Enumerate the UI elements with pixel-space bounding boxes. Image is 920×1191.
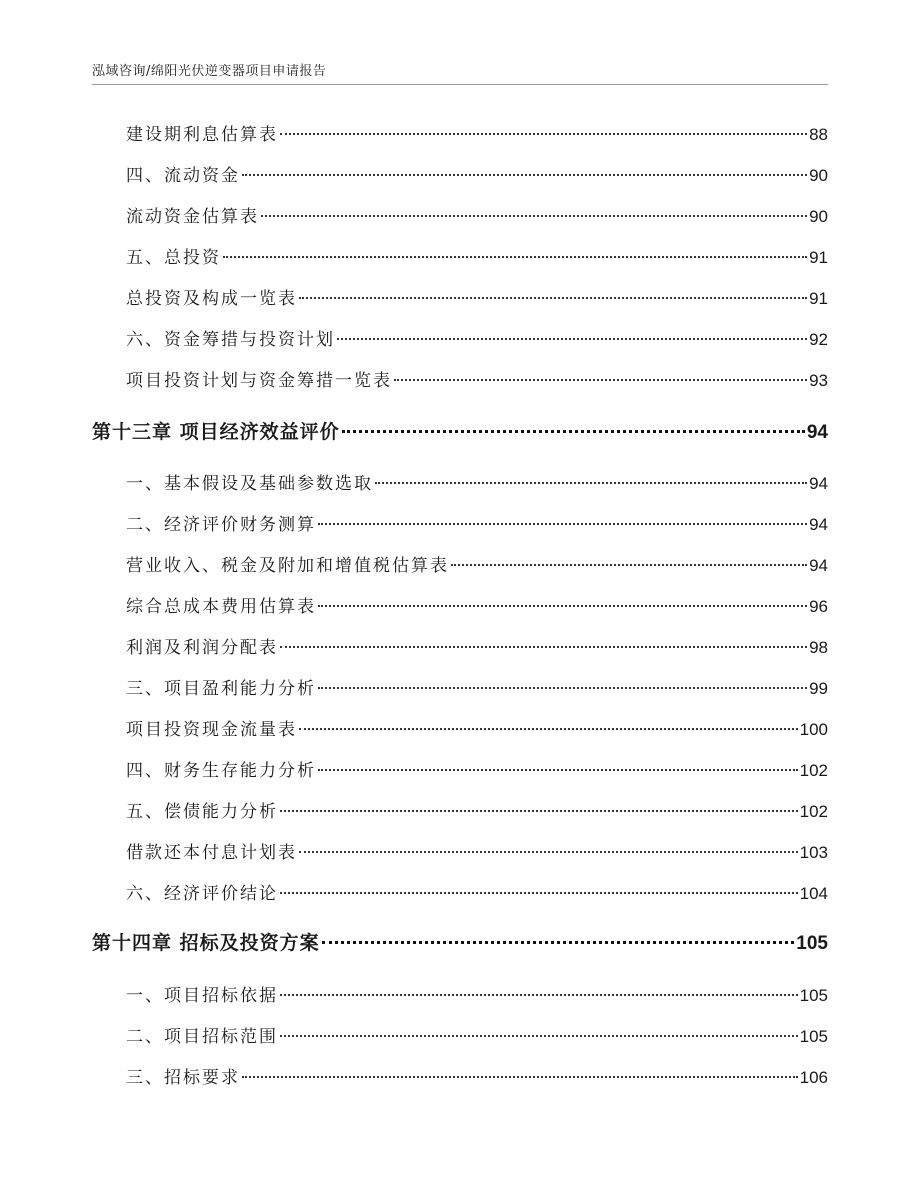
dot-leader [318, 769, 798, 771]
toc-chapter-page: 105 [796, 933, 828, 954]
dot-leader [299, 297, 807, 299]
dot-leader [280, 810, 798, 812]
toc-entry-label: 综合总成本费用估算表 [126, 597, 316, 617]
toc-entry-page: 91 [809, 248, 828, 267]
toc-entry[interactable] [126, 882, 828, 906]
dot-leader [337, 338, 807, 340]
toc-entry-label: 项目投资计划与资金筹措一览表 [126, 371, 392, 391]
toc-entry[interactable] [126, 677, 828, 701]
dot-leader [280, 1035, 798, 1037]
toc-entry-page: 88 [809, 125, 828, 144]
toc-entry[interactable] [126, 123, 828, 147]
toc-entry[interactable] [126, 759, 828, 783]
toc-chapter-label: 第十三章 项目经济效益评价 [92, 421, 340, 443]
toc-entry[interactable] [126, 841, 828, 865]
running-header: 泓域咨询/绵阳光伏逆变器项目申请报告 [92, 64, 327, 79]
toc-entry-label: 总投资及构成一览表 [126, 289, 297, 309]
dot-leader [242, 1076, 798, 1078]
dot-leader [451, 564, 807, 566]
toc-entry-page: 105 [799, 1027, 828, 1046]
toc-chapter-entry[interactable] [92, 930, 828, 957]
dot-leader [394, 379, 807, 381]
toc-entry-page: 91 [809, 289, 828, 308]
toc-entry-page: 94 [809, 474, 828, 493]
toc-entry-label: 五、总投资 [126, 248, 221, 268]
toc-entry-page: 104 [799, 884, 828, 903]
toc-entry[interactable] [126, 595, 828, 619]
toc-entry-page: 93 [809, 371, 828, 390]
toc-entry-label: 建设期利息估算表 [126, 125, 278, 145]
dot-leader [299, 728, 798, 730]
toc-entry-page: 102 [799, 802, 828, 821]
dot-leader [299, 851, 798, 853]
toc-entry-label: 流动资金估算表 [126, 207, 259, 227]
toc-chapter-page: 94 [806, 422, 828, 443]
toc-entry-label: 六、经济评价结论 [126, 884, 278, 904]
toc-entry-page: 90 [809, 166, 828, 185]
toc-entry-label: 五、偿债能力分析 [126, 802, 278, 822]
toc-entry-label: 利润及利润分配表 [126, 638, 278, 658]
toc-entry-label: 一、项目招标依据 [126, 986, 278, 1006]
toc-entry-page: 90 [809, 207, 828, 226]
toc-entry-page: 100 [799, 720, 828, 739]
toc-entry-label: 项目投资现金流量表 [126, 720, 297, 740]
dot-leader [318, 605, 807, 607]
toc-entry-label: 借款还本付息计划表 [126, 843, 297, 863]
toc-entry[interactable] [126, 205, 828, 229]
toc-entry-page: 92 [809, 330, 828, 349]
toc-entry-page: 106 [799, 1068, 828, 1087]
dot-leader [318, 687, 807, 689]
toc-entry-page: 103 [799, 843, 828, 862]
toc-entry[interactable] [126, 1066, 828, 1090]
toc-entry[interactable] [126, 472, 828, 496]
toc-entry[interactable] [126, 636, 828, 660]
dot-leader [242, 174, 807, 176]
toc-entry[interactable] [126, 164, 828, 188]
toc-entry-page: 96 [809, 597, 828, 616]
toc-chapter-label: 第十四章 招标及投资方案 [92, 932, 320, 954]
toc-entry[interactable] [126, 328, 828, 352]
toc-entry-page: 99 [809, 679, 828, 698]
toc-entry-page: 98 [809, 638, 828, 657]
toc-entry[interactable] [126, 718, 828, 742]
toc-entry-label: 六、资金筹措与投资计划 [126, 330, 335, 350]
toc-entry[interactable] [126, 287, 828, 311]
dot-leader [318, 523, 807, 525]
toc-chapter-entry[interactable] [92, 419, 828, 446]
dot-leader [280, 646, 807, 648]
toc-entry[interactable] [126, 1025, 828, 1049]
dot-leader [280, 994, 798, 996]
toc-entry-label: 二、经济评价财务测算 [126, 515, 316, 535]
dot-leader [280, 892, 798, 894]
dot-leader [223, 256, 807, 258]
toc-entry[interactable] [126, 800, 828, 824]
toc-entry-label: 营业收入、税金及附加和增值税估算表 [126, 556, 449, 576]
dot-leader [322, 941, 795, 944]
dot-leader [342, 430, 805, 433]
toc-entry-label: 三、项目盈利能力分析 [126, 679, 316, 699]
toc-entry-label: 一、基本假设及基础参数选取 [126, 474, 373, 494]
toc-entry-label: 三、招标要求 [126, 1068, 240, 1088]
toc-entry-page: 105 [799, 986, 828, 1005]
toc-entry-label: 四、财务生存能力分析 [126, 761, 316, 781]
toc-entry-page: 94 [809, 515, 828, 534]
dot-leader [375, 482, 807, 484]
dot-leader [280, 133, 807, 135]
toc-entry[interactable] [126, 369, 828, 393]
dot-leader [261, 215, 807, 217]
toc-entry-label: 二、项目招标范围 [126, 1027, 278, 1047]
toc-entry[interactable] [126, 513, 828, 537]
toc-entry[interactable] [126, 246, 828, 270]
toc-entry[interactable] [126, 554, 828, 578]
toc-entry[interactable] [126, 984, 828, 1008]
toc-entry-label: 四、流动资金 [126, 166, 240, 186]
toc-entry-page: 102 [799, 761, 828, 780]
toc-entry-page: 94 [809, 556, 828, 575]
